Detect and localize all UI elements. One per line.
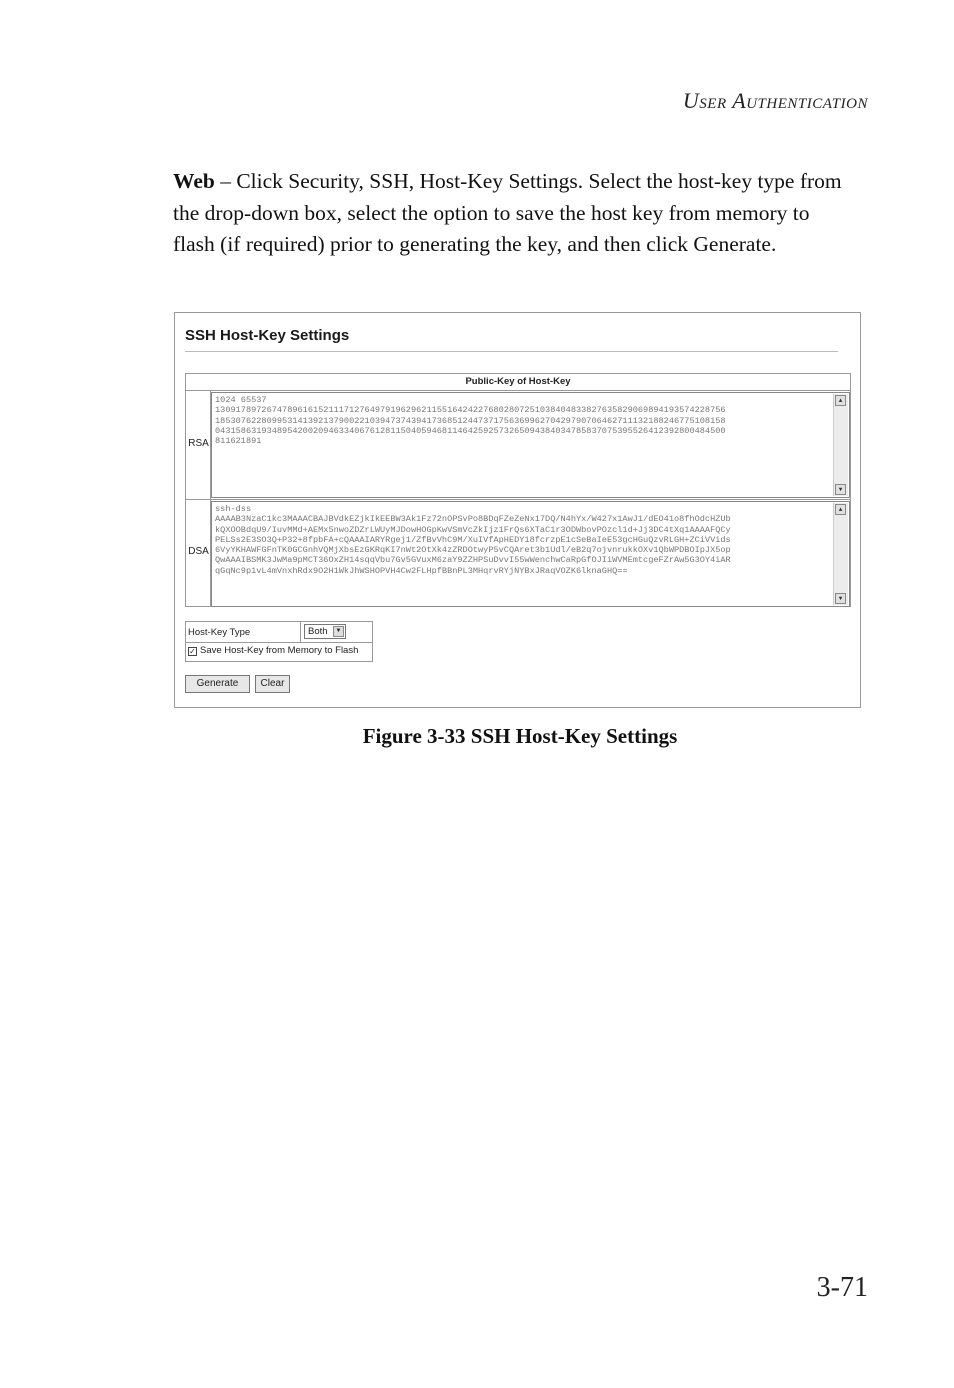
dsa-scrollbar[interactable] xyxy=(833,503,848,605)
running-head-initial-1: U xyxy=(682,88,700,113)
page-number: 3-71 xyxy=(816,1272,868,1303)
running-head xyxy=(683,88,868,114)
instruction-paragraph xyxy=(173,166,853,261)
rsa-key-text: 1024 65537 130917897267478961615211171276497919629621155164242276802807251038404833827635829069894193574228756 185307622809953141392137900221039473743941736851244737175636996270429790706462711132188246775108158 043158631934895420020946334067612811504059468114642592573265094384034785837075395526412392800484500 811621891 xyxy=(215,395,726,447)
host-key-type-select[interactable] xyxy=(304,624,346,639)
running-head-initial-2: A xyxy=(732,88,747,113)
instruction-lead: Web xyxy=(173,169,215,193)
host-key-type-value: Both xyxy=(308,626,328,637)
host-key-type-row xyxy=(186,622,372,643)
cell-divider xyxy=(300,622,301,642)
save-to-flash-row xyxy=(188,645,358,656)
dsa-key-text: ssh-dss AAAAB3NzaC1kc3MAAACBAJBVdkEZjkIkEEBW3Ak1Fz72nOPSvPo8BDqFZeZeNx17DQ/N4hYx/W427x1AwJ1/dEO41o8fhOdcHZUb kQXOOBdqU9/IuvMMd+AEMx5nwoZDZrLWUyMJDowHOGpKwVSmVcZkIjz1FrQs6XTaC1r3ODWbovPOzcl1d+Jj3DC4tXq1AAAAFQCy PELSs2E3SO3Q+P32+8fpbFA+cQAAAIARYRgej1/ZfBvVhC9M/XuIVfApHEDY18fcrzpE1cSeBaIeE53gcHGuQzvRLGH+ZCiVVids 6VyYKHAWFGFnTK0GCGnhVQMjXbsEzGKRqKI7nWt2OtXk4zZRDOtwyP5vCQAret3b1Udl/eB2q7ojvnrukkOXv1QbWPDBOIpJX5op QwAAAIBSMK3JwMa9pMCT36OxZH14sqqVbu7Gv5GVuxM6zaY9ZZHPSuDvvI55wWenchwCaRpGfOJIiWVMEmtcgeFZrAw5G3OY4iAR qGqNc9p1vL4mVnxhRdx9O2H1WkJhWSHOPVH4Cw2FLHpfBBnPL3MHqrvRYjNYBxJRaqVOZK6lknaGHQ== xyxy=(215,504,731,576)
scroll-up-arrow-icon[interactable]: ▲ xyxy=(835,504,846,515)
save-to-flash-checkbox[interactable]: ✓ xyxy=(189,647,196,656)
scroll-up-arrow-icon[interactable]: ▲ xyxy=(835,395,846,406)
instruction-text: – Click Security, SSH, Host-Key Settings. Select the host-key type from the drop-down box, select the option to save the host key from memory to flash (if required) prior to generating the key, and then click Generate. xyxy=(173,169,842,256)
rsa-scrollbar[interactable] xyxy=(833,394,848,496)
public-key-table xyxy=(185,373,851,607)
rsa-key-textarea[interactable] xyxy=(211,392,850,498)
screenshot-title: SSH Host-Key Settings xyxy=(185,327,350,344)
clear-button[interactable]: Clear xyxy=(255,675,290,693)
row-divider xyxy=(186,499,850,500)
running-head-rest-1: SER xyxy=(699,96,727,112)
rsa-label: RSA xyxy=(188,438,209,449)
host-key-options xyxy=(185,621,373,662)
public-key-header: Public-Key of Host-Key xyxy=(186,374,850,391)
generate-button[interactable]: Generate xyxy=(185,675,250,693)
title-divider xyxy=(185,351,838,352)
scroll-down-arrow-icon[interactable]: ▼ xyxy=(835,593,846,604)
host-key-type-label: Host-Key Type xyxy=(188,627,251,638)
save-to-flash-label: Save Host-Key from Memory to Flash xyxy=(200,645,359,656)
dsa-label: DSA xyxy=(188,546,209,557)
chevron-down-icon[interactable]: ▼ xyxy=(333,626,344,637)
figure-caption: Figure 3-33 SSH Host-Key Settings xyxy=(362,724,678,748)
dsa-key-textarea[interactable] xyxy=(211,501,850,607)
ssh-host-key-screenshot xyxy=(174,312,861,708)
running-head-rest-2: UTHENTICATION xyxy=(746,96,868,112)
scroll-down-arrow-icon[interactable]: ▼ xyxy=(835,484,846,495)
